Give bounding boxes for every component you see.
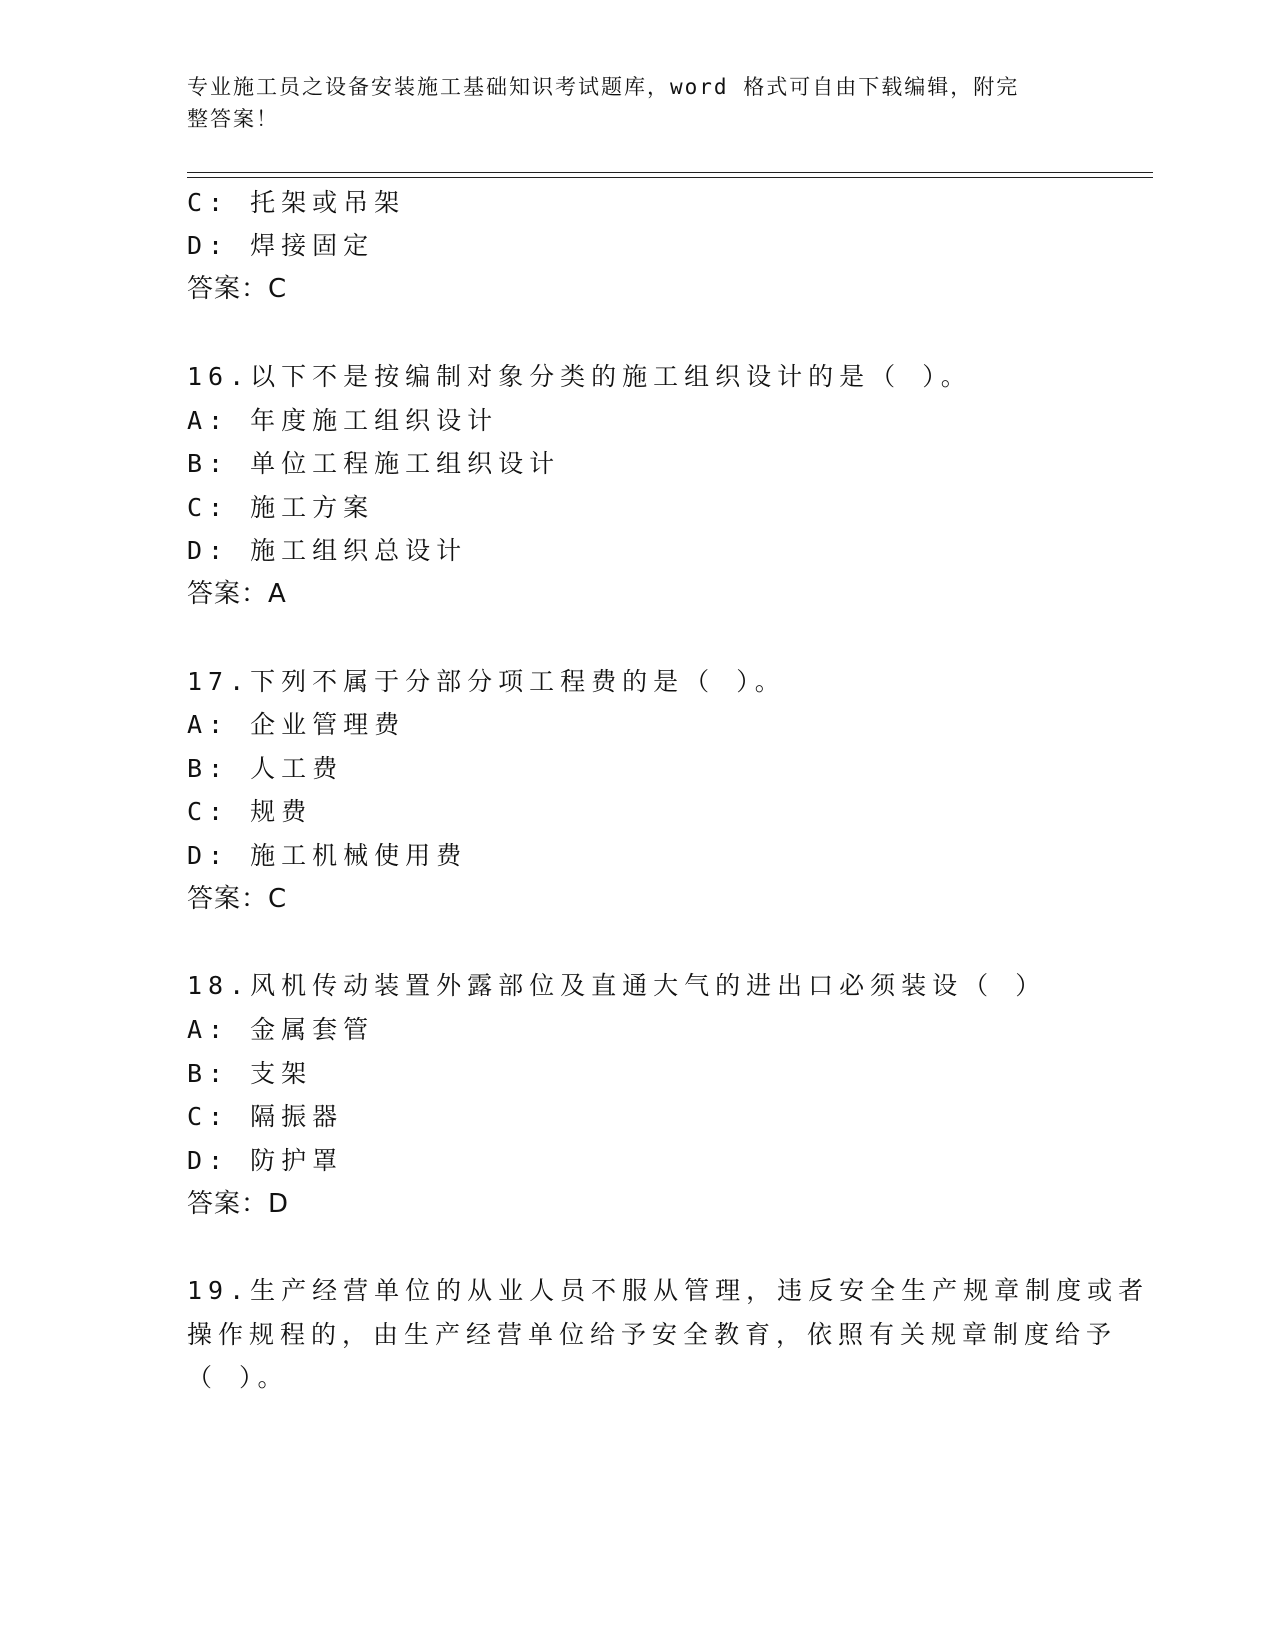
option-text: 防护罩 (250, 1146, 344, 1175)
question-18-stem: 18.风机传动装置外露部位及直通大气的进出口必须装设（ ） (187, 971, 1047, 1000)
option-text: 隔振器 (250, 1102, 344, 1131)
question-17-stem: 17.下列不属于分部分项工程费的是（ ）。 (187, 667, 786, 696)
question-19-stem-line-3: （ ）。 (187, 1363, 289, 1392)
answer-line: 答案：C (187, 884, 288, 914)
option-c (187, 491, 374, 525)
option-c (187, 795, 312, 829)
option-letter: C: (187, 188, 230, 217)
option-c (187, 186, 405, 220)
option-text: 金属套管 (250, 1015, 375, 1044)
option-text: 施工机械使用费 (250, 841, 468, 870)
document-header-line-1: 专业施工员之设备安装施工基础知识考试题库，word 格式可自由下载编辑，附完 (187, 75, 1020, 99)
option-letter: A: (187, 710, 230, 739)
option-c (187, 1100, 343, 1134)
document-header-line-2: 整答案！ (187, 107, 279, 131)
answer-line: 答案：A (187, 579, 287, 609)
option-d (187, 1144, 343, 1178)
option-letter: B: (187, 754, 230, 783)
option-letter: D: (187, 536, 230, 565)
option-letter: C: (187, 797, 230, 826)
option-letter: D: (187, 841, 230, 870)
option-b (187, 1057, 312, 1091)
option-letter: C: (187, 1102, 230, 1131)
option-letter: B: (187, 449, 230, 478)
option-a (187, 1013, 374, 1047)
option-d (187, 534, 467, 568)
option-text: 单位工程施工组织设计 (250, 449, 561, 478)
option-a (187, 404, 498, 438)
option-d (187, 839, 467, 873)
answer-line: 答案：C (187, 274, 288, 304)
option-text: 规费 (250, 797, 313, 826)
option-text: 施工方案 (250, 493, 375, 522)
option-text: 人工费 (250, 754, 344, 783)
header-divider-top (187, 172, 1153, 173)
option-letter: D: (187, 231, 230, 260)
answer-line: 答案：D (187, 1189, 290, 1219)
question-19-stem-line-2: 操作规程的，由生产经营单位给予安全教育，依照有关规章制度给予 (187, 1320, 1118, 1349)
option-d (187, 229, 374, 263)
option-letter: D: (187, 1146, 230, 1175)
question-16-stem: 16.以下不是按编制对象分类的施工组织设计的是（ ）。 (187, 362, 972, 391)
header-divider-bottom (187, 177, 1153, 178)
option-text: 托架或吊架 (250, 188, 406, 217)
option-text: 焊接固定 (250, 231, 375, 260)
option-letter: A: (187, 406, 230, 435)
option-text: 企业管理费 (250, 710, 406, 739)
option-b (187, 752, 343, 786)
option-letter: A: (187, 1015, 230, 1044)
question-19-stem-line-1: 19.生产经营单位的从业人员不服从管理，违反安全生产规章制度或者 (187, 1276, 1150, 1305)
option-a (187, 708, 405, 742)
option-letter: C: (187, 493, 230, 522)
option-text: 支架 (250, 1059, 313, 1088)
option-b (187, 447, 560, 481)
option-text: 施工组织总设计 (250, 536, 468, 565)
option-text: 年度施工组织设计 (250, 406, 499, 435)
option-letter: B: (187, 1059, 230, 1088)
